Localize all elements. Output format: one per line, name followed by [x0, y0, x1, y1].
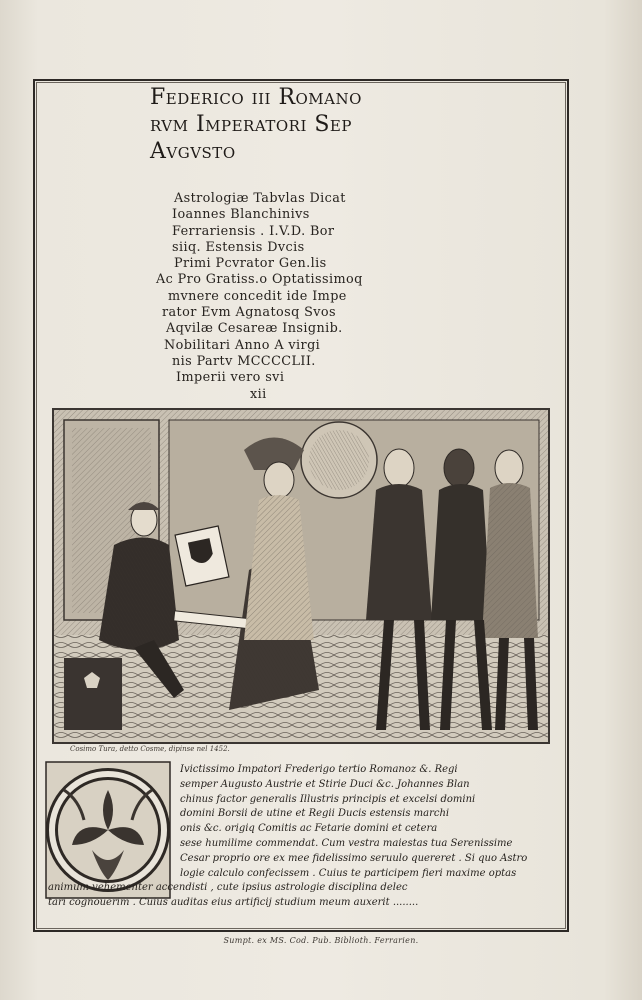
dedication-line: Ac Pro Gratiss.o Optatissimoq — [156, 272, 363, 288]
letter-line: semper Augusto Austrie et Stirie Duci &c. Johannes Blan — [180, 778, 470, 790]
title-line-3: Avgvsto — [150, 139, 236, 164]
engraving-scene — [54, 410, 548, 742]
letter-line: Ivictissimo Impatori Frederigo tertio Romanoz &. Regi — [180, 764, 458, 775]
source-citation: Sumpt. ex MS. Cod. Pub. Biblioth. Ferrarien. — [223, 936, 419, 945]
letter-line: domini Borsii de utine et Regii Ducis estensis marchi — [180, 808, 450, 820]
dedication-line: mvnere concedit ide Impe — [168, 288, 347, 304]
dedication-line: siiq. Estensis Dvcis — [172, 239, 305, 255]
letter-line: sese humilime commendat. Cum vestra maiestas tua Serenissime — [180, 837, 513, 849]
dedication-line: Imperii vero svi — [176, 370, 285, 386]
letter-line: onis &c. origiq Comitis ac Fetarie domini et cetera — [180, 823, 438, 835]
dedication-line: Ferrariensis . I.V.D. Bor — [172, 223, 335, 239]
dedication-line: rator Evm Agnatosq Svos — [162, 305, 336, 321]
dedication-line: Nobilitari Anno A virgi — [164, 337, 321, 353]
letter-line: chinus factor generalis Illustris principis et excelsi domini — [180, 793, 476, 805]
decorated-initial — [44, 760, 172, 900]
dedication-line: nis Partv MCCCCLII. — [172, 353, 316, 369]
dedication-line: xii — [250, 386, 267, 402]
dedication-line: Ioannes Blanchinivs — [172, 207, 310, 223]
title-block — [150, 84, 510, 165]
dedication-line: Primi Pcvrator Gen.lis — [174, 256, 327, 272]
dedication-line: Aqvilæ Cesareæ Insignib. — [166, 321, 343, 337]
engraving-illustration — [52, 408, 550, 744]
dedication-line: Astrologiæ Tabvlas Dicat — [174, 191, 346, 206]
title-line-2: rvm Imperatori Sep — [150, 112, 352, 137]
letter-line: animum vehementer accendisti , cute ipsius astrologie disciplina delec — [48, 882, 408, 894]
ornamental-initial-letter — [44, 760, 172, 900]
letter-text — [48, 763, 562, 911]
dedication-block — [156, 191, 500, 403]
engraving-caption: Cosimo Tura, detto Cosme, dipinse nel 1452. — [70, 745, 230, 753]
letter-line: logie calculo confecissem . Cuius te participem fieri maxime optas — [180, 867, 517, 879]
letter-line: tari cognouerim . Cuius auditas eius artificij studium meum auxerit ........ — [48, 897, 419, 909]
letter-line: Cesar proprio ore ex mee fidelissimo seruulo quereret . Si quo Astro — [180, 852, 528, 864]
title-line-1: Federico iii Romano — [150, 85, 362, 110]
